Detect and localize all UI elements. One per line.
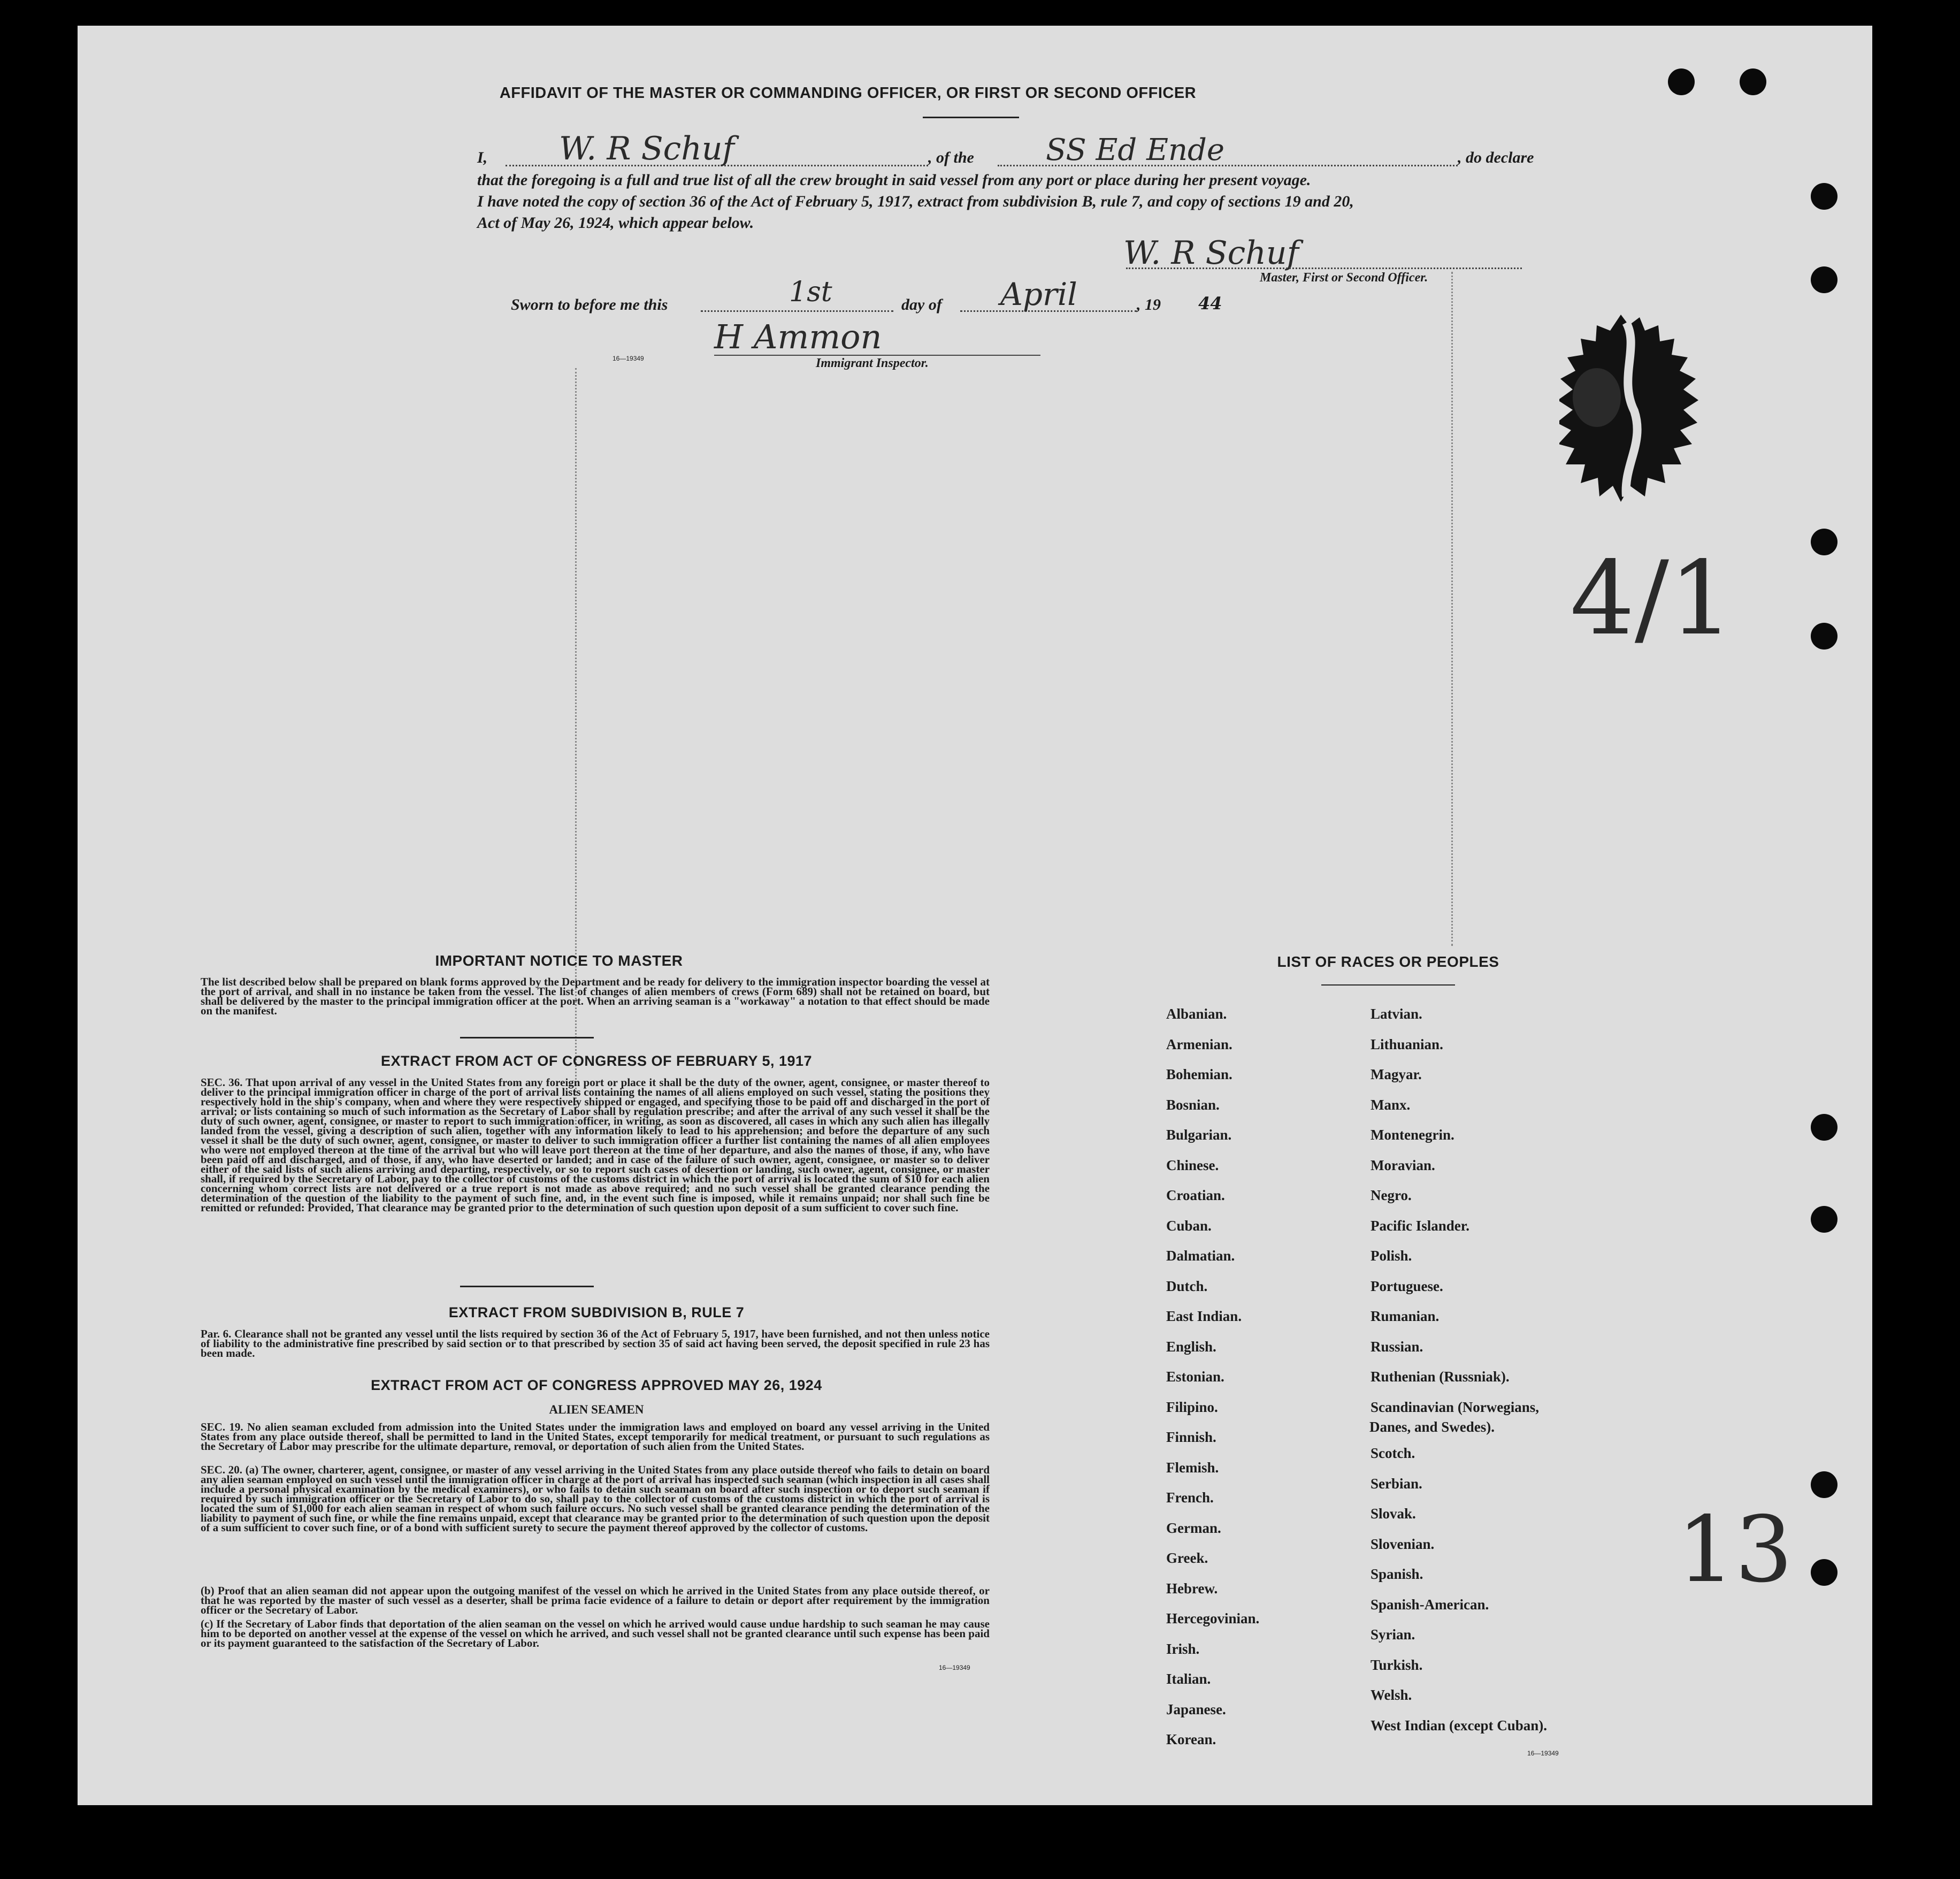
race-list-item: Hebrew. — [1166, 1580, 1218, 1597]
punch-hole — [1740, 68, 1766, 95]
race-list-item: German. — [1166, 1519, 1221, 1536]
race-scandinavian-continued: Danes, and Swedes). — [1369, 1419, 1495, 1435]
race-list-item: Scotch. — [1371, 1445, 1415, 1461]
race-list-item: Bulgarian. — [1166, 1127, 1232, 1143]
race-list-item: Polish. — [1371, 1248, 1412, 1264]
extract-1924-sec20c: (c) If the Secretary of Labor finds that deportation of the alien seaman on the vessel on which he arrived would cause undue hardship to such seaman he may cause him to be deported on another vessel at the expense of the vessel on which he arrived, and such vessel shall not be granted clearance until such expense has been paid or its payment guaranteed to the satisfaction of the Secretary of Labor. — [201, 1617, 990, 1649]
extract-rule7-title: EXTRACT FROM SUBDIVISION B, RULE 7 — [448, 1304, 745, 1320]
affidavit-line-4: Act of May 26, 1924, which appear below. — [477, 214, 754, 232]
notice-title: IMPORTANT NOTICE TO MASTER — [435, 952, 683, 969]
race-list-item: Slovak. — [1371, 1506, 1416, 1522]
race-list-item: Montenegrin. — [1371, 1127, 1454, 1143]
affidavit-line-2: that the foregoing is a full and true list of all the crew brought in said vessel from any port or place during her present voyage. — [477, 171, 1311, 189]
extract-rule7-body: Par. 6. Clearance shall not be granted any vessel until the lists required by section 36 of the Act of February 5, 1917, have been furnished, and not then unless notice of liability to the administrative fine prescribed by said section or to that prescribed by section 35 of said act having been served, the deposit specified in rule 23 has been made. — [201, 1327, 990, 1359]
extract-1924-sec20a: SEC. 20. (a) The owner, charterer, agent, consignee, or master of any vessel arriving in the United States from any place outside thereof who fails to detain on board any alien seaman employed on such vessel until the immigration officer in charge at the port of arrival has inspected such seaman (which inspection in all cases shall include a personal physical examination by the medical examiners), or who fails to detain such seaman on board after such inspection or to deport such seaman if required by such immigration officer or the Secretary of Labor to do so, shall pay to the collector of customs of the customs district in which the port of arrival is located the sum of $1,000 for each alien seaman in respect of whom such failure occurs. No such vessel shall be granted clearance pending the determination of the liability to payment of such fine, or while the fine remains unpaid, except that clearance may be granted prior to the determination of such question upon the deposit of a sum sufficient to cover such fine, or of a bond with sufficient surety to secure the payment thereof approved by the collector of customs. — [201, 1463, 990, 1534]
master-label: Master, First or Second Officer. — [1260, 271, 1428, 285]
handwritten-name: W. R Schuf — [559, 130, 734, 167]
race-list-item: Magyar. — [1371, 1066, 1422, 1082]
punch-hole — [1811, 1206, 1838, 1233]
races-title: LIST OF RACES OR PEOPLES — [1277, 953, 1499, 970]
extract-1917-rule — [460, 1286, 594, 1287]
punch-hole — [1811, 623, 1838, 650]
extract-1917-body: SEC. 36. That upon arrival of any vessel in the United States from any foreign port or place it shall be the duty of the owner, agent, consignee, or master thereof to deliver to the principal immigration officer in charge of the port of arrival lists containing the names of all aliens employed on such vessel, stating the positions they respectively hold in the ship's company, when and where they were respectively shipped or engaged, and specifying those to be paid off and discharged in the port of arrival; or lists containing so much of such information as the Secretary of Labor shall by regulation prescribe; and after the arrival of any such vessel it shall be the duty of such owner, agent, consignee, or master to report to such immigration officer, in writing, as soon as discovered, all cases in which any such alien has illegally landed from the vessel, giving a description of such alien, together with any information likely to lead to his apprehension; and before the departure of any such vessel it shall be the duty of such owner, agent, consignee, or master to deliver to such immigration officer a further list containing the names of all alien employees who were not employed thereon at the time of the arrival but who will leave port thereon at the time of her departure, and also the names of those, if any, who have been paid off and discharged, and of those, if any, who have deserted or landed; and in case of the failure of such owner, agent, consignee, or master so to deliver either of the said lists of such aliens arriving and departing, respectively, or so to report such cases of desertion or landing, such owner, agent, consignee, or master shall, if required by the Secretary of Labor, pay to the collector of customs of the customs district in which the port of arrival is located the sum of $10 for each alien concerning whom correct lists are not delivered or a true report is not made as above required; and no such vessel shall be granted clearance pending the determination of the question of the liability to the payment of such fine, and, in the event such fine is imposed, while it remains unpaid; nor shall such fine be remitted or refunded: Provided, That clearance may be granted prior to the determination of such question upon deposit of a sum sufficient to cover such fine. — [201, 1076, 990, 1214]
punch-hole — [1811, 1559, 1838, 1586]
race-list-item: Greek. — [1166, 1550, 1208, 1566]
notice-rule — [460, 1037, 594, 1038]
race-list-item: Spanish-American. — [1371, 1596, 1489, 1613]
punch-hole — [1668, 68, 1695, 95]
handwritten-year: 44 — [1198, 293, 1222, 314]
extract-1924-sec19: SEC. 19. No alien seaman excluded from admission into the United States under the immigration laws and employed on board any vessel arriving in the United States from any place outside thereof, shall be permitted to land in the United States, except temporarily for medical treatment, or pursuant to such regulations as the Secretary of Labor may prescribe for the ultimate departure, removal, or deportation of such alien from the United States. — [201, 1420, 990, 1453]
race-list-item: Italian. — [1166, 1671, 1211, 1687]
punch-hole — [1811, 183, 1838, 210]
race-list-item: Japanese. — [1166, 1701, 1226, 1717]
race-list-item: English. — [1166, 1338, 1216, 1355]
handwritten-vessel: SS Ed Ende — [1046, 133, 1225, 167]
race-list-item: Croatian. — [1166, 1187, 1225, 1203]
race-list-item: Korean. — [1166, 1731, 1216, 1747]
race-list-item: French. — [1166, 1490, 1214, 1506]
punch-hole — [1811, 529, 1838, 555]
notice-body: The list described below shall be prepared on blank forms approved by the Department and be ready for delivery to the immigration inspector boarding the vessel at the port of arrival, and shall in no instance be taken from the vessel. The list of changes of alien members of crews (Form 689) shall not be retained on board, but shall be delivered by the master to the principal immigration officer at the port. When an arriving seaman is a "workaway" a notation to that effect should be made on the manifest. — [201, 975, 990, 1017]
day-of-label: day of — [901, 296, 942, 314]
races-form-number: 16—19349 — [1527, 1750, 1559, 1757]
affidavit-of-the-label: , of the — [928, 149, 974, 166]
race-list-item: Pacific Islander. — [1371, 1217, 1469, 1234]
handwritten-number-13: 13 — [1677, 1497, 1793, 1603]
affidavit-form-number: 16—19349 — [612, 355, 644, 362]
affidavit-line-3: I have noted the copy of section 36 of the Act of February 5, 1917, extract from subdivision B, rule 7, and copy of sections 19 and 20, — [477, 193, 1354, 210]
race-list-item: Hercegovinian. — [1166, 1610, 1260, 1626]
race-list-item: Turkish. — [1371, 1656, 1423, 1673]
race-list-item: Spanish. — [1371, 1566, 1423, 1582]
race-list-item: Syrian. — [1371, 1626, 1415, 1643]
affidavit-i-label: I, — [477, 149, 488, 166]
race-list-item: Bosnian. — [1166, 1096, 1220, 1113]
title-rule — [923, 117, 1019, 118]
race-list-item: Albanian. — [1166, 1006, 1227, 1022]
handwritten-month: April — [1000, 276, 1077, 312]
handwritten-signature: W. R Schuf — [1123, 234, 1299, 272]
affidavit-title: AFFIDAVIT OF THE MASTER OR COMMANDING OFFICER, OR FIRST OR SECOND OFFICER — [499, 85, 1197, 102]
race-list-item: Manx. — [1371, 1096, 1411, 1113]
race-list-item: Flemish. — [1166, 1459, 1219, 1476]
punch-hole — [1811, 1471, 1838, 1498]
year-prefix: , 19 — [1137, 296, 1161, 314]
race-list-item: Estonian. — [1166, 1369, 1224, 1385]
race-list-item: Dutch. — [1166, 1278, 1208, 1294]
right-fold-line — [1451, 272, 1453, 946]
extract-1917-title: EXTRACT FROM ACT OF CONGRESS OF FEBRUARY 5, 1917 — [380, 1053, 813, 1069]
wax-seal-stamp — [1559, 304, 1714, 529]
document-page — [78, 26, 1872, 1805]
affidavit-do-declare-label: , do declare — [1458, 149, 1534, 166]
race-list-item: East Indian. — [1166, 1308, 1242, 1324]
race-list-item: Irish. — [1166, 1640, 1200, 1657]
race-list-item: Latvian. — [1371, 1006, 1422, 1022]
race-list-item: Slovenian. — [1371, 1536, 1435, 1552]
race-list-item: Lithuanian. — [1371, 1036, 1443, 1052]
race-list-item: Moravian. — [1371, 1157, 1435, 1173]
race-list-item: Ruthenian (Russniak). — [1371, 1369, 1510, 1385]
race-list-item: Chinese. — [1166, 1157, 1219, 1173]
race-list-item: West Indian (except Cuban). — [1371, 1717, 1548, 1733]
sworn-label: Sworn to before me this — [511, 296, 668, 314]
race-list-item: Filipino. — [1166, 1399, 1218, 1415]
inspector-line — [714, 355, 1040, 356]
punch-hole — [1811, 266, 1838, 293]
race-list-item: Scandinavian (Norwegians, — [1371, 1399, 1540, 1415]
signature-line — [1126, 268, 1522, 269]
race-list-item: Finnish. — [1166, 1429, 1216, 1445]
race-list-item: Armenian. — [1166, 1036, 1232, 1052]
races-rule — [1321, 984, 1455, 986]
handwritten-number-411: 4/1 — [1570, 539, 1734, 658]
extract-1924-title: EXTRACT FROM ACT OF CONGRESS APPROVED MAY 26, 1924 — [371, 1377, 822, 1393]
race-list-item: Bohemian. — [1166, 1066, 1232, 1082]
handwritten-inspector: H Ammon — [714, 317, 882, 356]
race-list-item: Dalmatian. — [1166, 1248, 1235, 1264]
race-list-item: Cuban. — [1166, 1217, 1212, 1234]
race-list-item: Negro. — [1371, 1187, 1412, 1203]
race-list-item: Portuguese. — [1371, 1278, 1443, 1294]
handwritten-day: 1st — [789, 276, 832, 308]
race-list-item: Welsh. — [1371, 1687, 1412, 1703]
race-list-item: Serbian. — [1371, 1475, 1422, 1492]
punch-hole — [1811, 1114, 1838, 1141]
race-list-item: Russian. — [1371, 1338, 1423, 1355]
extract-1924-subtitle: ALIEN SEAMEN — [549, 1403, 644, 1416]
extract-form-number: 16—19349 — [939, 1664, 970, 1671]
race-list-item: Rumanian. — [1371, 1308, 1440, 1324]
extract-1924-sec20b: (b) Proof that an alien seaman did not appear upon the outgoing manifest of the vessel on which he arrived in the United States from any place outside thereof, or that he was reported by the master of such vessel as a deserter, shall be prima facie evidence of a failure to detain or deport after requirement by the immigration officer or the Secretary of Labor. — [201, 1584, 990, 1616]
day-field-line — [701, 310, 893, 312]
inspector-label: Immigrant Inspector. — [816, 356, 929, 370]
